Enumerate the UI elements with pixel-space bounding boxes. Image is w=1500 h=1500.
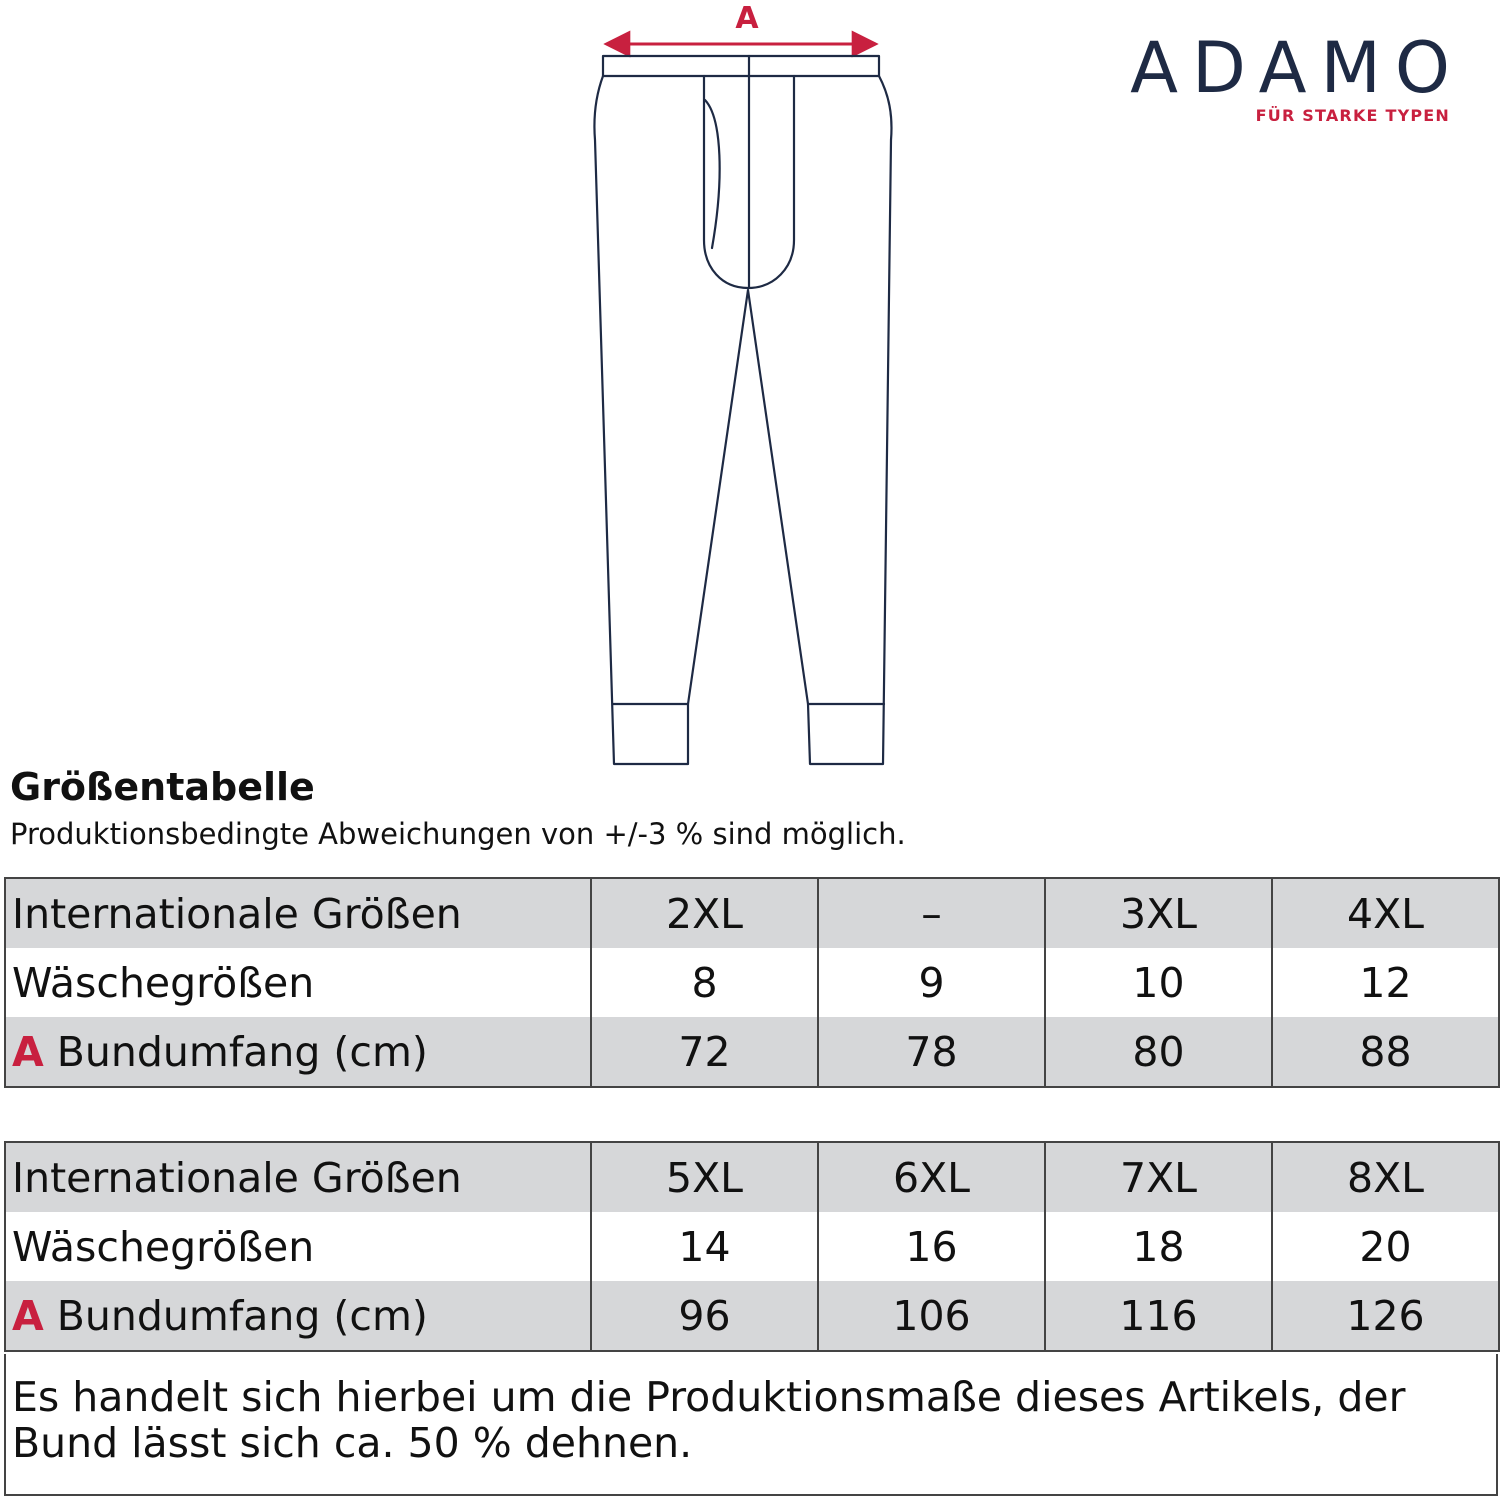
pants-outline bbox=[594, 76, 891, 764]
page-subtitle: Produktionsbedingte Abweichungen von +/-3 % sind möglich. bbox=[10, 817, 906, 851]
table-cell: 10 bbox=[1045, 948, 1272, 1017]
stretch-note: Es handelt sich hierbei um die Produktionsmaße dieses Artikels, der Bund lässt sich ca. 50 % dehnen. bbox=[4, 1354, 1498, 1496]
table-cell: 20 bbox=[1272, 1212, 1499, 1281]
waist-measure-label: A bbox=[735, 1, 759, 36]
table-cell: 72 bbox=[591, 1017, 818, 1087]
table-cell: 116 bbox=[1045, 1281, 1272, 1351]
table-cell: 4XL bbox=[1272, 878, 1499, 948]
table-cell: 7XL bbox=[1045, 1142, 1272, 1212]
row-label: Wäschegrößen bbox=[12, 958, 315, 1007]
table-row bbox=[5, 1212, 1499, 1281]
fly-opening bbox=[705, 100, 720, 248]
table-cell: 14 bbox=[591, 1212, 818, 1281]
page-title: Größentabelle bbox=[10, 765, 315, 809]
table-cell: 106 bbox=[818, 1281, 1045, 1351]
table-cell: 96 bbox=[591, 1281, 818, 1351]
table-cell: 8XL bbox=[1272, 1142, 1499, 1212]
adamo-logo bbox=[1080, 27, 1464, 125]
waistband bbox=[603, 56, 879, 76]
row-label: Wäschegrößen bbox=[12, 1222, 315, 1271]
table-cell: 78 bbox=[818, 1017, 1045, 1087]
table-cell: – bbox=[818, 878, 1045, 948]
measure-marker: A bbox=[12, 1291, 44, 1340]
row-label-text: Bundumfang (cm) bbox=[56, 1291, 428, 1340]
table-row bbox=[5, 1017, 1499, 1087]
table-cell: 2XL bbox=[591, 878, 818, 948]
table-cell: 80 bbox=[1045, 1017, 1272, 1087]
row-label bbox=[5, 1017, 591, 1087]
logo-tagline: FÜR STARKE TYPEN bbox=[1255, 106, 1450, 125]
size-table-1 bbox=[4, 877, 1500, 1088]
row-label: Internationale Größen bbox=[5, 878, 591, 948]
table-cell: 126 bbox=[1272, 1281, 1499, 1351]
table-cell: 88 bbox=[1272, 1017, 1499, 1087]
row-label: Internationale Größen bbox=[5, 1142, 591, 1212]
table-cell: 12 bbox=[1272, 948, 1499, 1017]
table-cell: 3XL bbox=[1045, 878, 1272, 948]
row-label bbox=[5, 1281, 591, 1351]
table-cell: 5XL bbox=[591, 1142, 818, 1212]
table-row bbox=[5, 948, 1499, 1017]
table-cell: 9 bbox=[818, 948, 1045, 1017]
row-label-text: Bundumfang (cm) bbox=[56, 1027, 428, 1076]
logo-wordmark: ADAMO bbox=[1130, 27, 1464, 109]
table-cell: 18 bbox=[1045, 1212, 1272, 1281]
table-row bbox=[5, 1281, 1499, 1351]
measure-marker: A bbox=[12, 1027, 44, 1076]
table-row bbox=[5, 878, 1499, 948]
table-cell: 6XL bbox=[818, 1142, 1045, 1212]
table-cell: 16 bbox=[818, 1212, 1045, 1281]
table-cell: 8 bbox=[591, 948, 818, 1017]
size-table-2 bbox=[4, 1141, 1500, 1352]
table-row bbox=[5, 1142, 1499, 1212]
